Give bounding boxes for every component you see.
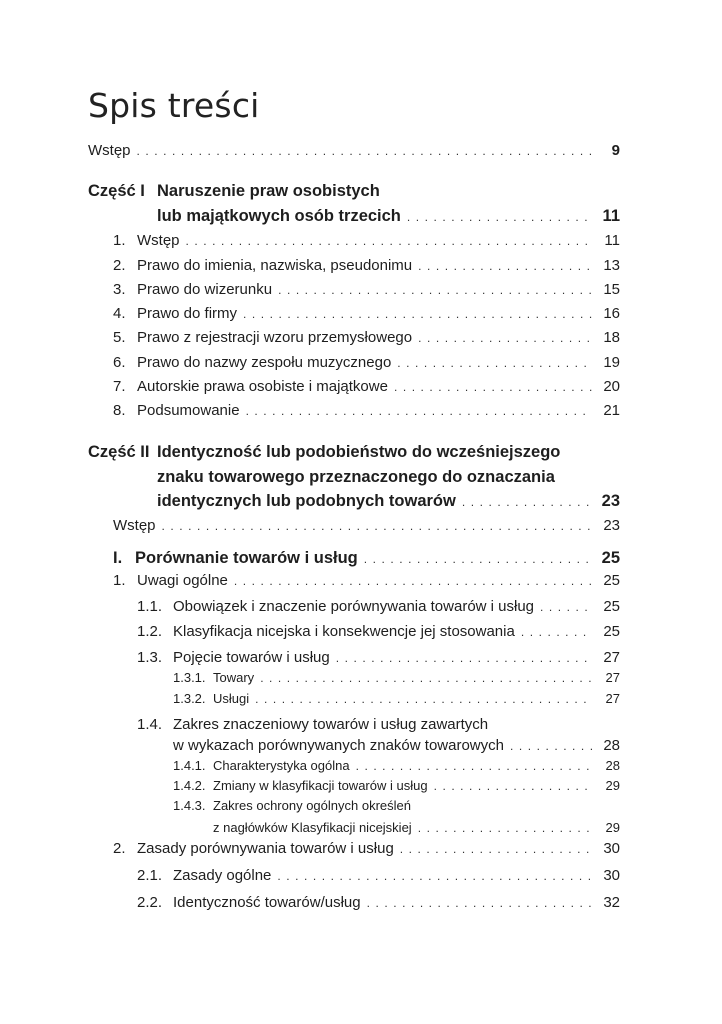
leader-dots <box>397 356 592 370</box>
entry-number: 1.3. <box>137 649 163 666</box>
leader-dots <box>260 671 592 685</box>
entry-page: 30 <box>603 867 620 884</box>
entry-page: 27 <box>605 670 620 685</box>
entry-page: 29 <box>605 820 620 835</box>
leader-dots <box>418 259 592 273</box>
toc-entry-part2-intro[interactable] <box>113 517 620 534</box>
entry-number: 1.1. <box>137 598 163 615</box>
part-label: Część I <box>88 182 145 200</box>
part-title-line: Identyczność lub podobieństwo do wcześniejszego <box>157 443 561 461</box>
entry-page: 25 <box>601 549 620 567</box>
toc-entry-2-2[interactable] <box>137 894 620 911</box>
entry-label: Uwagi ogólne <box>137 572 228 589</box>
leader-dots <box>356 759 592 773</box>
entry-page: 25 <box>603 598 620 615</box>
toc-entry-1-4-3-line1[interactable] <box>173 798 411 813</box>
entry-page: 11 <box>604 232 620 249</box>
leader-dots <box>364 552 592 566</box>
entry-page: 13 <box>603 257 620 274</box>
toc-entry-part1-item[interactable] <box>113 281 620 298</box>
entry-page: 16 <box>603 305 620 322</box>
entry-number: I. <box>113 549 123 567</box>
entry-number: 3. <box>113 281 126 298</box>
entry-number: 1.2. <box>137 623 163 640</box>
entry-number: 1.4.1. <box>173 758 206 773</box>
entry-label: Zakres znaczeniowy towarów i usług zawartych <box>173 716 489 733</box>
toc-entry-part2[interactable] <box>157 492 620 511</box>
toc-entry-1-1[interactable] <box>137 598 620 615</box>
entry-number: 1. <box>113 232 126 249</box>
entry-number: 1.4.2. <box>173 778 206 793</box>
toc-entry-1-4-1[interactable] <box>173 758 620 773</box>
toc-entry-1-4[interactable] <box>173 737 620 754</box>
entry-page: 15 <box>603 281 620 298</box>
entry-number: 1.4. <box>137 716 163 733</box>
entry-page: 18 <box>603 329 620 346</box>
leader-dots <box>462 495 592 509</box>
leader-dots <box>137 144 592 158</box>
entry-page: 25 <box>603 623 620 640</box>
entry-label: Prawo do wizerunku <box>137 281 273 298</box>
entry-label: Wstęp <box>137 232 180 249</box>
entry-label: Charakterystyka ogólna <box>213 758 350 773</box>
entry-label: Obowiązek i znaczenie porównywania towarów i usług <box>173 598 535 615</box>
entry-number: 1. <box>113 572 126 589</box>
entry-page: 19 <box>603 354 620 371</box>
leader-dots <box>336 651 592 665</box>
entry-number: 2.2. <box>137 894 163 911</box>
leader-dots <box>367 896 592 910</box>
entry-label: Podsumowanie <box>137 402 240 419</box>
entry-label: Zasady ogólne <box>173 867 272 884</box>
entry-page: 9 <box>611 142 620 159</box>
entry-page: 30 <box>603 840 620 857</box>
entry-label: Wstęp <box>88 142 131 159</box>
entry-number: 2. <box>113 840 126 857</box>
toc-entry-1-3-2[interactable] <box>173 691 620 706</box>
leader-dots <box>407 210 592 224</box>
entry-page: 20 <box>603 378 620 395</box>
entry-label: Prawo z rejestracji wzoru przemysłowego <box>137 329 413 346</box>
entry-label: Klasyfikacja nicejska i konsekwencje jej stosowania <box>173 623 515 640</box>
leader-dots <box>418 821 592 835</box>
entry-number: 2.1. <box>137 867 163 884</box>
entry-label: Wstęp <box>113 517 156 534</box>
leader-dots <box>277 869 592 883</box>
toc-entry-part1-item[interactable] <box>113 329 620 346</box>
toc-entry-part1-item[interactable] <box>113 257 620 274</box>
leader-dots <box>186 234 592 248</box>
leader-dots <box>400 842 592 856</box>
entry-page: 23 <box>603 517 620 534</box>
toc-entry-2-1[interactable] <box>137 867 620 884</box>
toc-entry-part1-item[interactable] <box>113 378 620 395</box>
leader-dots <box>255 692 592 706</box>
entry-label-continued: z nagłówków Klasyfikacji nicejskiej <box>213 820 412 835</box>
entry-number: 2. <box>113 257 126 274</box>
leader-dots <box>510 739 592 753</box>
toc-entry-1-2[interactable] <box>137 623 620 640</box>
entry-number: 1.4.3. <box>173 798 206 813</box>
toc-entry-part1[interactable] <box>157 207 620 226</box>
leader-dots <box>521 625 592 639</box>
part-title-line: identycznych lub podobnych towarów <box>157 492 456 510</box>
leader-dots <box>246 404 592 418</box>
entry-page: 28 <box>603 737 620 754</box>
leader-dots <box>418 331 592 345</box>
entry-page: 27 <box>603 649 620 666</box>
toc-entry-chapter-2[interactable] <box>113 840 620 857</box>
entry-number: 7. <box>113 378 126 395</box>
part-title-line: Naruszenie praw osobistych <box>157 182 380 200</box>
entry-label: Porównanie towarów i usług <box>135 549 358 567</box>
entry-label: Prawo do imienia, nazwiska, pseudonimu <box>137 257 413 274</box>
toc-entry-chapter-1[interactable] <box>113 572 620 589</box>
entry-page: 21 <box>603 402 620 419</box>
toc-entry-1-4-line1[interactable] <box>137 716 488 733</box>
entry-number: 4. <box>113 305 126 322</box>
entry-label: Prawo do nazwy zespołu muzycznego <box>137 354 392 371</box>
entry-page: 29 <box>605 778 620 793</box>
toc-entry-intro[interactable] <box>88 142 620 159</box>
part-title-line: znaku towarowego przeznaczonego do oznaczania <box>157 468 555 486</box>
entry-label: Zakres ochrony ogólnych określeń <box>213 798 411 813</box>
leader-dots <box>540 600 592 614</box>
toc-entry-1-3[interactable] <box>137 649 620 666</box>
entry-label: Prawo do firmy <box>137 305 238 322</box>
toc-entry-1-4-2[interactable] <box>173 778 620 793</box>
toc-entry-section-I[interactable] <box>113 549 620 568</box>
entry-label: Zasady porównywania towarów i usług <box>137 840 394 857</box>
page-title: Spis treści <box>88 86 260 125</box>
entry-page: 25 <box>603 572 620 589</box>
entry-page: 27 <box>605 691 620 706</box>
entry-label-continued: w wykazach porównywanych znaków towarowych <box>173 737 504 754</box>
entry-label: Zmiany w klasyfikacji towarów i usług <box>213 778 428 793</box>
toc-entry-1-3-1[interactable] <box>173 670 620 685</box>
entry-number: 1.3.1. <box>173 670 206 685</box>
leader-dots <box>278 283 592 297</box>
toc-entry-part1-item[interactable] <box>113 232 620 249</box>
toc-entry-part1-item[interactable] <box>113 354 620 371</box>
entry-number: 8. <box>113 402 126 419</box>
leader-dots <box>243 307 592 321</box>
entry-label: Pojęcie towarów i usług <box>173 649 330 666</box>
part-title-line: lub majątkowych osób trzecich <box>157 207 401 225</box>
entry-label: Autorskie prawa osobiste i majątkowe <box>137 378 388 395</box>
leader-dots <box>162 519 592 533</box>
entry-number: 5. <box>113 329 126 346</box>
toc-entry-1-4-3[interactable] <box>213 820 620 835</box>
leader-dots <box>434 779 592 793</box>
entry-number: 6. <box>113 354 126 371</box>
entry-label: Towary <box>213 670 255 685</box>
entry-label: Usługi <box>213 691 250 706</box>
leader-dots <box>394 380 592 394</box>
leader-dots <box>234 574 592 588</box>
entry-page: 28 <box>605 758 620 773</box>
toc-entry-part1-item[interactable] <box>113 402 620 419</box>
part-label: Część II <box>88 443 150 461</box>
entry-page: 23 <box>601 492 620 510</box>
entry-label: Identyczność towarów/usług <box>173 894 361 911</box>
entry-number: 1.3.2. <box>173 691 206 706</box>
toc-entry-part1-item[interactable] <box>113 305 620 322</box>
entry-page: 11 <box>602 207 620 225</box>
entry-page: 32 <box>603 894 620 911</box>
